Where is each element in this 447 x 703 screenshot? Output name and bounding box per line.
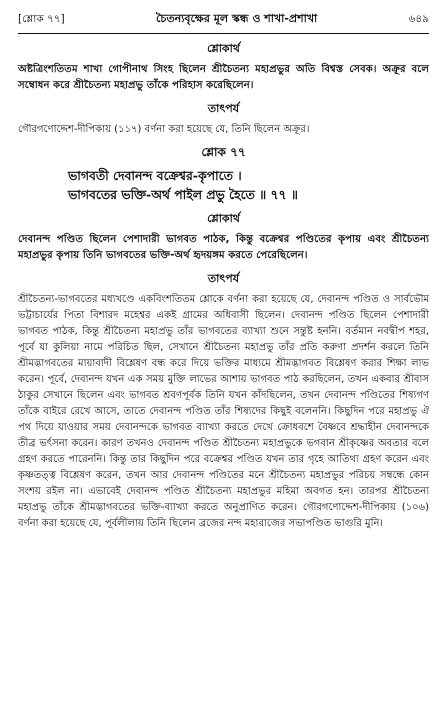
translation-text-2: দেবানন্দ পণ্ডিত ছিলেন পেশাদারী ভাগবত পাঠক, কিন্তু বক্রেশ্বর পণ্ডিতের কৃপায় এবং শ্রীচৈতন্য মহাপ্রভুর কৃপায় তিনি ভাগবতের ভক্তি-অর্থ হৃদয়ঙ্গম করতে পেরেছিলেন। [18, 234, 429, 261]
verse-block [18, 166, 429, 204]
verse-line-1: ভাগবতী দেবানন্দ বক্রেশ্বর-কৃপাতে । [68, 168, 242, 183]
purport-heading-2: তাৎপর্য [207, 272, 240, 285]
translation-text-1: অষ্টত্রিংশতিতম শাখা গোপীনাথ সিংহ ছিলেন শ্রীচৈতন্য মহাপ্রভুর অতি বিশ্বস্ত সেবক। অক্রূর বলে সম্বোধন করে শ্রীচৈতন্য মহাপ্রভু তাঁকে পরিহাস করেছিলেন। [18, 64, 429, 91]
page-header [18, 10, 429, 34]
verse-line-2: ভাগবতের ভক্তি-অর্থ পাইল প্রভু হৈতে ॥ ৭৭ ॥ [68, 187, 298, 202]
purport-text-1: গৌরগণোদ্দেশ-দীপিকায় (১১৭) বর্ণনা করা হয়েছে যে, তিনি ছিলেন অক্রূর। [18, 124, 310, 135]
document-page [18, 10, 429, 532]
translation-heading-1: শ্লোকার্থ [207, 42, 240, 55]
purport-heading-1: তাৎপর্য [207, 102, 240, 115]
verse-number: শ্লোক ৭৭ [201, 145, 246, 159]
translation-heading-2: শ্লোকার্থ [207, 212, 240, 225]
purport-text-2: শ্রীচৈতন্য-ভাগবতের মধ্যখণ্ডে একবিংশতিতম শ্লোকে বর্ণনা করা হয়েছে যে, দেবানন্দ পণ্ডিত ও সার্বভৌম ভট্টাচার্যের পিতা বিশারদ মহেশ্বর একই গ্রামের অধিবাসী ছিলেন। দেবানন্দ পণ্ডিত ছিলেন পেশাদারী ভাগবত পাঠক, কিন্তু শ্রীচৈতন্য মহাপ্রভু তাঁর ভাগবতের ব্যাখ্যা শুনে সন্তুষ্ট হননি। বর্তমান নবদ্বীপ শহর, পূর্বে যা কুলিয়া নামে পরিচিত ছিল, সেখানে শ্রীচৈতন্য মহাপ্রভু তাঁর প্রতি করুণা প্রদর্শন করলে তিনি শ্রীমদ্ভাগবতের মায়াবাদী বিশ্লেষণ বন্ধ করে দিয়ে ভক্তির মাধ্যমে শ্রীমদ্ভাগবত বিশ্লেষণ করার শিক্ষা লাভ করেন। পূর্বে, দেবানন্দ যখন এক সময় মুক্তি লাভের আশায় ভাগবত পাঠ করছিলেন, তখন একবার শ্রীবাস ঠাকুর সেখানে ছিলেন এবং ভাগবত শ্রবণপূর্বক তিনি যখন কাঁদছিলেন, তখন দেবানন্দ পণ্ডিতের শিষ্যগণ তাঁকে বাইরে রেখে আসে, তাতে দেবানন্দ পণ্ডিত তাঁর শিষ্যদের কিছুই বলেননি। কিছুদিন পরে মহাপ্রভু ঐ পথ দিয়ে যাওয়ার সময় দেবানন্দকে ভাগবত ব্যাখ্যা করতে দেখে ক্রোধবশে বৈষ্ণবে শ্রদ্ধাহীন দেবানন্দকে তীব্র ভর্ৎসনা করেন। কারণ তখনও দেবানন্দ পণ্ডিত শ্রীচৈতন্য মহাপ্রভুকে ভগবান শ্রীকৃষ্ণের অবতার বলে গ্রহণ করতে পারেননি। কিন্তু তার কিছুদিন পরে বক্রেশ্বর পণ্ডিত যখন তার গৃহে আতিথ্য গ্রহণ করেন এবং কৃষ্ণতত্ত্ব বিশ্লেষণ করেন, তখন আর দেবানন্দ পণ্ডিতের মনে শ্রীচৈতন্য মহাপ্রভুর পরিচয় সম্বন্ধে কোন সংশয় রইল না। এভাবেই দেবানন্দ পণ্ডিত শ্রীচৈতন্য মহাপ্রভুর মহিমা অবগত হন। তারপর শ্রীচৈতন্য মহাপ্রভু তাঁকে শ্রীমদ্ভাগবতের ভক্তি-ব্যাখ্যা করতে অনুপ্রাণিত করেন। গৌরগণোদ্দেশ-দীপিকায় (১০৬) বর্ণনা করা হয়েছে যে, পূর্বলীলায় তিনি ছিলেন ব্রজের নন্দ মহারাজের সভাপণ্ডিত ভাগুরি মুনি। [18, 294, 429, 529]
header-verse-ref: [শ্লোক ৭৭] [18, 13, 65, 25]
header-chapter-title: চৈতন্যবৃক্ষের মূল স্কন্ধ ও শাখা-প্রশাখা [155, 12, 318, 25]
page-number: ৬৪৯ [408, 13, 429, 25]
